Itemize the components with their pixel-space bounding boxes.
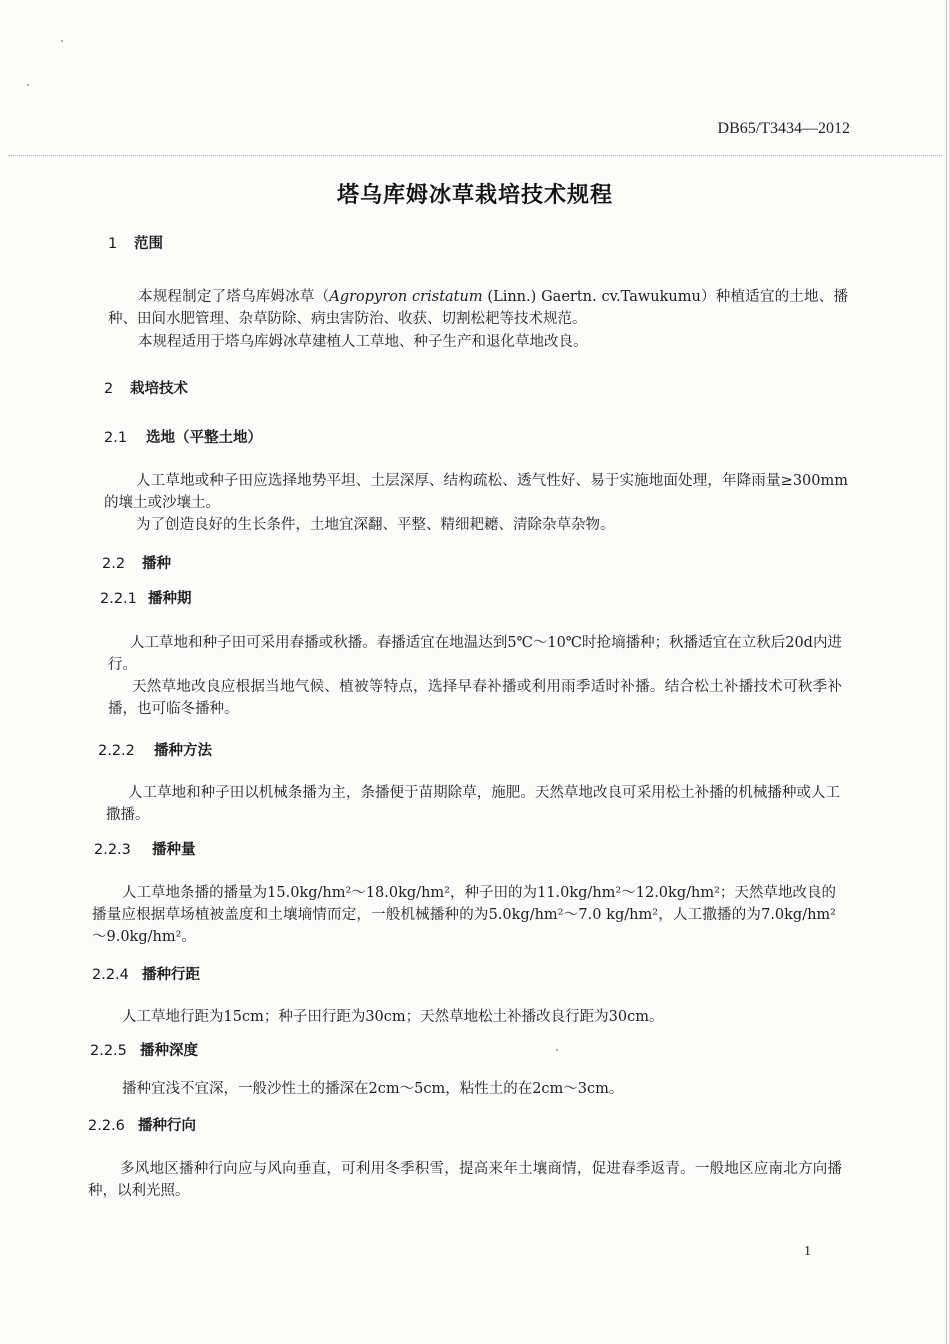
section-title: 播种量 bbox=[152, 842, 196, 858]
scan-speck bbox=[556, 1049, 558, 1051]
section-title: 播种方法 bbox=[154, 743, 212, 759]
section-heading-2-2 bbox=[102, 552, 171, 573]
section-title: 范围 bbox=[134, 236, 163, 252]
section-title: 播种行向 bbox=[138, 1118, 196, 1134]
section-heading-2-2-2 bbox=[98, 739, 212, 760]
section-heading-2-2-6 bbox=[88, 1114, 196, 1135]
scan-speck bbox=[61, 40, 63, 42]
section-heading-1 bbox=[108, 232, 163, 253]
scan-speck bbox=[27, 84, 29, 86]
document-title: 塔乌库姆冰草栽培技术规程 bbox=[336, 183, 613, 208]
section-title: 播种 bbox=[142, 556, 171, 572]
section-heading-2-1 bbox=[104, 426, 262, 447]
section-number: 2.2 bbox=[102, 556, 126, 572]
section-number: 1 bbox=[108, 236, 118, 252]
section-heading-2-2-3 bbox=[94, 838, 196, 859]
page-number: 1 bbox=[804, 1244, 811, 1259]
section-heading-2-2-4 bbox=[92, 963, 200, 984]
sowing-depth-paragraph-1: 播种宜浅不宜深，一般沙性土的播深在2cm～5cm，粘性土的在2cm～3cm。 bbox=[122, 1081, 624, 1097]
section-heading-2 bbox=[104, 377, 188, 398]
section-title: 栽培技术 bbox=[130, 381, 188, 397]
section-title: 播种行距 bbox=[142, 967, 200, 983]
section-number: 2.2.4 bbox=[92, 967, 129, 983]
section-number: 2.2.6 bbox=[88, 1118, 125, 1134]
section-heading-2-2-5 bbox=[90, 1039, 198, 1060]
section-title: 播种期 bbox=[148, 591, 192, 607]
row-direction-paragraph-1: 多风地区播种行向应与风向垂直，可利用冬季积雪，提高来年土壤商情，促进春季返青。一般地区应南北方向播种，以利光照。 bbox=[88, 1161, 842, 1199]
sowing-rate-paragraph-1: 人工草地条播的播量为15.0kg/hm²～18.0kg/hm²，种子田的为11.0kg/hm²～12.0kg/hm²；天然草地改良的播量应根据草场植被盖度和土壤墒情而定，一般机械播种的为5.0kg/hm²～7.0 kg/hm²，人工撒播的为7.0kg/hm²～9.0kg/hm²。 bbox=[92, 885, 836, 945]
section-number: 2.2.3 bbox=[94, 842, 131, 858]
sowing-method-paragraph-1: 人工草地和种子田以机械条播为主，条播便于苗期除草，施肥。天然草地改良可采用松土补播的机械播种或人工撒播。 bbox=[106, 785, 840, 823]
section-number: 2 bbox=[104, 381, 114, 397]
section-heading-2-2-1 bbox=[100, 587, 192, 608]
sowing-period-paragraph-1: 人工草地和种子田可采用春播或秋播。春播适宜在地温达到5℃～10℃时抢墒播种；秋播适宜在立秋后20d内进行。 bbox=[108, 635, 842, 673]
section-number: 2.1 bbox=[104, 430, 128, 446]
section-title: 播种深度 bbox=[140, 1043, 198, 1059]
header-rule bbox=[8, 155, 942, 156]
section-number: 2.2.2 bbox=[98, 743, 135, 759]
scope-paragraph-2: 本规程适用于塔乌库姆冰草建植人工草地、种子生产和退化草地改良。 bbox=[138, 334, 588, 350]
site-paragraph-2: 为了创造良好的生长条件，土地宜深翻、平整、精细耙耱、清除杂草杂物。 bbox=[136, 517, 615, 533]
section-title: 选地（平整土地） bbox=[146, 430, 262, 446]
section-number: 2.2.1 bbox=[100, 591, 137, 607]
document-code: DB65/T3434—2012 bbox=[717, 120, 850, 137]
section-number: 2.2.5 bbox=[90, 1043, 127, 1059]
row-spacing-paragraph-1: 人工草地行距为15cm；种子田行距为30cm；天然草地松土补播改良行距为30cm。 bbox=[122, 1009, 664, 1025]
scope-paragraph-1: 本规程制定了塔乌库姆冰草（Agropyron cristatum (Linn.) Gaertn. cv.Tawukumu）种植适宜的土地、播种、田间水肥管理、杂草防除、病虫害防治、收获、切割松耙等技术规范。 bbox=[108, 289, 848, 327]
site-paragraph-1: 人工草地或种子田应选择地势平坦、土层深厚、结构疏松、透气性好、易于实施地面处理，年降雨量≥300mm 的壤土或沙壤土。 bbox=[104, 473, 848, 511]
latin-name: Agropyron cristatum bbox=[329, 289, 483, 305]
sowing-period-paragraph-2: 天然草地改良应根据当地气候、植被等特点，选择早春补播或利用雨季适时补播。结合松土补播技术可秋季补播，也可临冬播种。 bbox=[108, 679, 842, 717]
